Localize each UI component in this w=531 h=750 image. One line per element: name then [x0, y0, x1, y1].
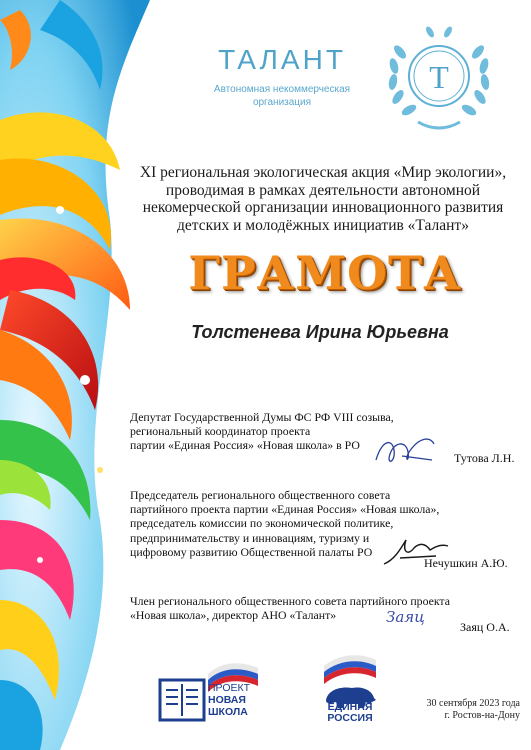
emblem-letter: Т: [429, 59, 449, 95]
intro-line: детских и молодёжных инициатив «Талант»: [177, 216, 469, 234]
new-school-label-line1: ПРОЕКТ: [208, 682, 251, 694]
brand-subtitle-line1: Автономная некоммерческая: [213, 84, 351, 95]
intro-text: [128, 164, 518, 234]
united-russia-label-line2: РОССИЯ: [327, 712, 373, 724]
intro-line: проводимая в рамках деятельности автономной: [165, 181, 481, 199]
signatory-line: Член регионального общественного совета партийного проекта: [130, 594, 450, 608]
signatory-3-name: Заяц О.А.: [460, 620, 510, 634]
signature-zayats: [384, 604, 444, 630]
brand-title: ТАЛАНТ: [218, 44, 346, 75]
intro-line: XI региональная экологическая акция «Мир экологии»,: [139, 164, 507, 181]
signatory-1-title: [130, 410, 394, 453]
signatory-line: региональный координатор проекта: [130, 424, 311, 439]
signatory-line: партийного проекта партии «Единая Россия» «Новая школа»,: [130, 502, 440, 517]
signatory-line: партии «Единая Россия» «Новая школа» в РО: [130, 438, 360, 453]
signatory-line: Председатель регионального общественного совета: [130, 488, 391, 502]
signatory-line: председатель комиссии по экономической политике,: [130, 516, 394, 531]
recipient-name: Толстенева Ирина Юрьевна: [191, 322, 449, 342]
new-school-label-line3: ШКОЛА: [208, 706, 248, 718]
signatory-line: цифровому развитию Общественной палаты РО: [130, 544, 373, 559]
brand-subtitle-line2: организация: [252, 97, 312, 108]
signatory-line: предпринимательству и инновациям, туризму и: [130, 530, 370, 545]
certificate-title: ГРАМОТА: [188, 246, 462, 300]
brand-subtitle: [200, 83, 364, 109]
signatory-1-name: Тутова Л.Н.: [454, 451, 515, 465]
signature-tutova: [372, 430, 442, 474]
signatory-line: Депутат Государственной Думы ФС РФ VIII созыва,: [130, 410, 394, 424]
talent-emblem: [378, 22, 500, 134]
new-school-label-line2: НОВАЯ: [208, 694, 246, 706]
intro-line: некомерческой организации инновационного развития: [142, 199, 504, 216]
united-russia-label-line1: ЕДИНАЯ: [327, 701, 373, 713]
united-russia-label: [312, 702, 388, 724]
signatory-line: «Новая школа», директор АНО «Талант»: [130, 608, 337, 623]
issue-date-place: [400, 698, 520, 722]
issue-date: 30 сентября 2023 года: [426, 698, 520, 709]
issue-city: г. Ростов-на-Дону: [444, 710, 520, 721]
handwritten-signature-text: Заяц: [386, 608, 425, 626]
signatory-2-name: Нечушкин А.Ю.: [424, 556, 508, 570]
new-school-label: [208, 682, 278, 718]
